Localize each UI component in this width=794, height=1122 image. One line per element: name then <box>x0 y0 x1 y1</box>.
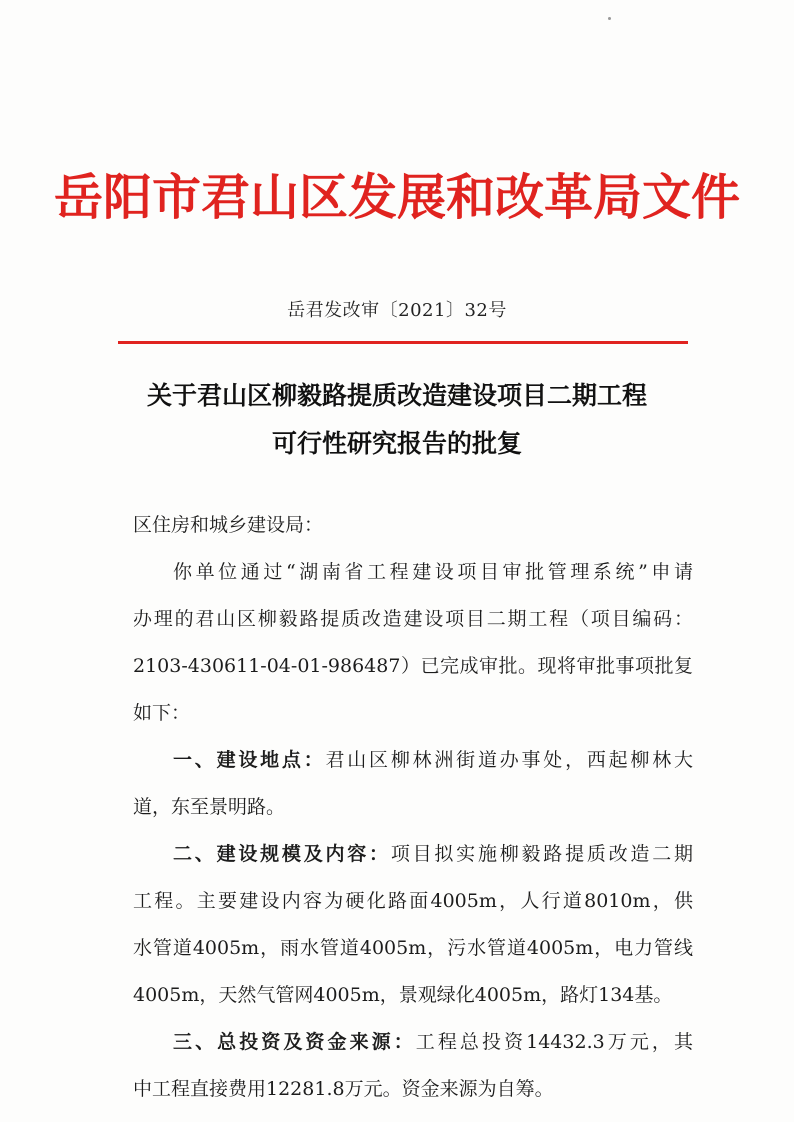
scan-speck <box>608 17 611 20</box>
section-3-text-1: 工程总投资14432.3万元，其 <box>415 1031 693 1053</box>
section-3-heading: 三、总投资及资金来源： <box>173 1031 416 1053</box>
section-2-heading: 二、建设规模及内容： <box>173 843 391 865</box>
issuer-title: 岳阳市君山区发展和改革局文件 <box>53 168 740 226</box>
section-3-line-1 <box>133 1019 693 1066</box>
intro-line-4: 如下： <box>133 702 191 724</box>
intro-line-2: 办理的君山区柳毅路提质改造建设项目二期工程（项目编码： <box>133 608 693 630</box>
section-1-heading: 一、建设地点： <box>173 749 326 771</box>
section-1-line-1 <box>133 737 693 784</box>
section-2-line-1 <box>133 831 693 878</box>
document-number: 岳君发改审〔2021〕32号 <box>287 300 507 321</box>
subject-title-line-1: 关于君山区柳毅路提质改造建设项目二期工程 <box>146 381 647 410</box>
document-body <box>133 502 693 1113</box>
section-2-text-1: 项目拟实施柳毅路提质改造二期 <box>390 843 693 865</box>
section-2-line-3: 水管道4005m，雨水管道4005m，污水管道4005m，电力管线 <box>133 937 693 959</box>
subject-title-line-2: 可行性研究报告的批复 <box>271 429 522 458</box>
intro-line-3: 2103-430611-04-01-986487）已完成审批。现将审批事项批复 <box>133 655 693 677</box>
section-2-line-4: 4005m，天然气管网4005m，景观绿化4005m，路灯134基。 <box>133 984 673 1006</box>
red-divider-line <box>118 341 688 344</box>
section-1-line-2: 道，东至景明路。 <box>133 796 286 818</box>
section-2-line-2: 工程。主要建设内容为硬化路面4005m，人行道8010m，供 <box>133 890 693 912</box>
intro-line-1: 你单位通过“湖南省工程建设项目审批管理系统”申请 <box>173 561 693 583</box>
section-1-text-1: 君山区柳林洲街道办事处，西起柳林大 <box>325 749 693 771</box>
section-3-line-2: 中工程直接费用12281.8万元。资金来源为自筹。 <box>133 1078 554 1100</box>
addressee: 区住房和城乡建设局： <box>133 514 324 536</box>
